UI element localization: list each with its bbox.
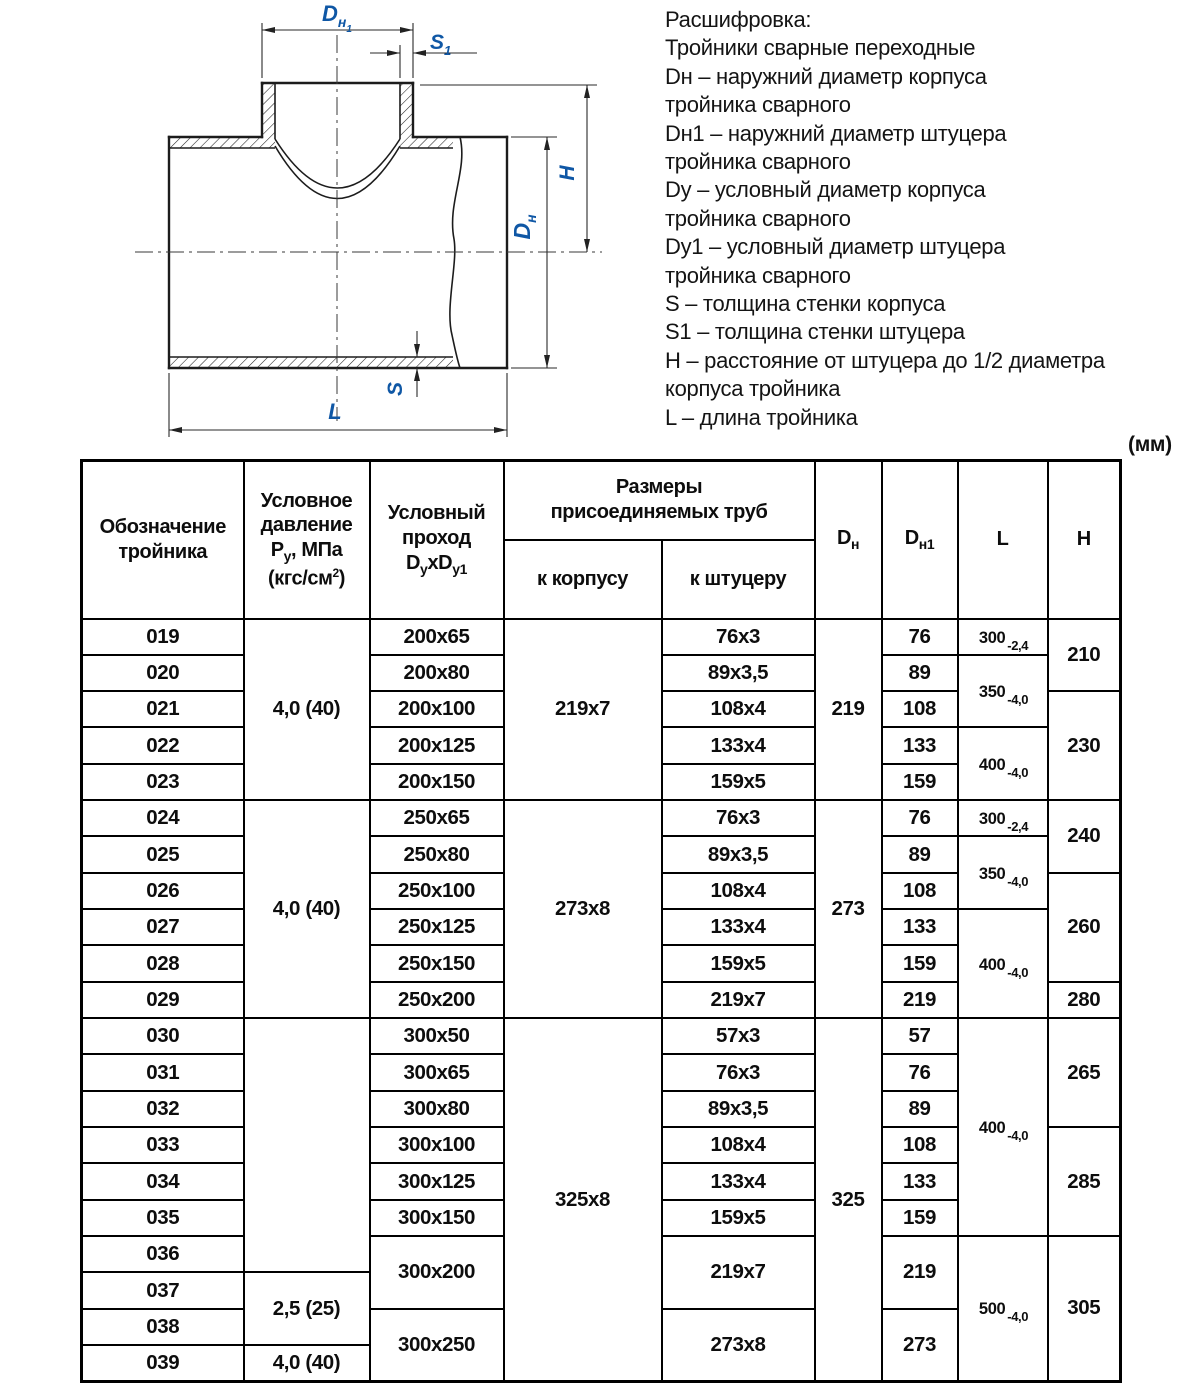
legend-line: тройника сварного [665, 205, 851, 231]
table-cell: 325x8 [504, 1018, 662, 1381]
dimensions-table [80, 459, 1122, 1383]
table-cell: 273x8 [662, 1309, 815, 1382]
table-cell: 250x125 [370, 909, 504, 945]
table-cell: 89x3,5 [662, 836, 815, 872]
legend-line: Тройники сварные переходные [665, 35, 976, 61]
header-cell: H [1048, 461, 1121, 619]
table-cell: 031 [82, 1054, 244, 1090]
table-cell: 033 [82, 1127, 244, 1163]
table-cell: 200x150 [370, 764, 504, 800]
legend-line: S1 – толщина стенки штуцера [665, 319, 965, 345]
table-cell: 108 [882, 873, 958, 909]
table-cell: 219 [882, 982, 958, 1018]
table-cell: 305 [1048, 1236, 1121, 1381]
table-cell: 300x250 [370, 1309, 504, 1382]
table-cell: 133 [882, 1163, 958, 1199]
legend-line: тройника сварного [665, 149, 851, 175]
table-cell: 159 [882, 764, 958, 800]
table-cell: 108x4 [662, 1127, 815, 1163]
table-row [82, 800, 1121, 836]
table-cell: 76x3 [662, 800, 815, 836]
table-cell: 219x7 [662, 1236, 815, 1309]
header-row [82, 461, 1121, 540]
table-cell: 022 [82, 727, 244, 763]
legend-line: корпуса тройника [665, 376, 841, 402]
table-cell: 133x4 [662, 909, 815, 945]
dim-label-s: S [384, 381, 407, 397]
table-cell: 2,5 (25) [244, 1272, 370, 1345]
table-cell: 265 [1048, 1018, 1121, 1127]
table-cell: 89 [882, 655, 958, 691]
inner-wall-lines [169, 83, 462, 368]
table-cell: 260 [1048, 873, 1121, 982]
hatched-walls [169, 83, 453, 368]
table-cell: 200x65 [370, 619, 504, 655]
table-cell: 300x150 [370, 1200, 504, 1236]
table-cell: 89 [882, 1091, 958, 1127]
table-cell: 025 [82, 836, 244, 872]
table-cell: 76 [882, 800, 958, 836]
table-cell: 230 [1048, 691, 1121, 800]
legend-line: тройника сварного [665, 262, 851, 288]
table-cell: 159x5 [662, 945, 815, 981]
table-cell: 133 [882, 909, 958, 945]
table-cell: 219 [882, 1236, 958, 1309]
table-cell: 038 [82, 1309, 244, 1345]
table-cell: 219x7 [504, 619, 662, 801]
legend-line: Dу1 – условный диаметр штуцера [665, 234, 1006, 260]
table-cell: 039 [82, 1345, 244, 1381]
legend-line: тройника сварного [665, 92, 851, 118]
table-cell: 300x100 [370, 1127, 504, 1163]
header-cell: $D_н$ [815, 461, 882, 619]
table-body [82, 619, 1121, 1382]
table-cell: 250x65 [370, 800, 504, 836]
table-cell: 108 [882, 1127, 958, 1163]
table-cell: 159 [882, 1200, 958, 1236]
table-cell: 200x125 [370, 727, 504, 763]
table-cell: 400 $_{-4,0}$ [958, 1018, 1048, 1236]
table-cell: 159x5 [662, 1200, 815, 1236]
dim-label-h: H [556, 165, 579, 181]
table-cell: 029 [82, 982, 244, 1018]
table-cell: 300x200 [370, 1236, 504, 1309]
table-cell: 023 [82, 764, 244, 800]
table-cell: 76 [882, 619, 958, 655]
table-cell: 350 $_{-4,0}$ [958, 836, 1048, 909]
table-cell: 250x80 [370, 836, 504, 872]
table-cell: 57 [882, 1018, 958, 1054]
table-cell: 4,0 (40) [244, 619, 370, 801]
tee-body-outline [169, 83, 507, 368]
table-cell: 400 $_{-4,0}$ [958, 909, 1048, 1018]
table-cell: 300x125 [370, 1163, 504, 1199]
table-cell [244, 1018, 370, 1272]
table-cell: 159 [882, 945, 958, 981]
legend [665, 6, 1190, 432]
tee-drawing [85, 5, 665, 445]
header-cell: Условный проход $D_уxD_{у1}$ [370, 461, 504, 619]
table-cell: 133x4 [662, 1163, 815, 1199]
table-cell: 210 [1048, 619, 1121, 692]
table-cell: 89x3,5 [662, 1091, 815, 1127]
table-cell: 76x3 [662, 1054, 815, 1090]
header-cell: Условное давление $P_у$, МПа $(кгс/см^2)$ [244, 461, 370, 619]
table-cell: 036 [82, 1236, 244, 1272]
table-cell: 133 [882, 727, 958, 763]
dim-label-dn: $D_н$ [509, 214, 539, 240]
table-cell: 020 [82, 655, 244, 691]
header-cell: к штуцеру [662, 540, 815, 619]
table-header [82, 461, 1121, 619]
table-cell: 200x80 [370, 655, 504, 691]
header-cell: Обозначение тройника [82, 461, 244, 619]
table-cell: 034 [82, 1163, 244, 1199]
table-cell: 325 [815, 1018, 882, 1381]
table-cell: 024 [82, 800, 244, 836]
legend-line: S – толщина стенки корпуса [665, 291, 946, 317]
header-cell: L [958, 461, 1048, 619]
table-cell: 027 [82, 909, 244, 945]
table-cell: 350 $_{-4,0}$ [958, 655, 1048, 728]
table-cell: 026 [82, 873, 244, 909]
table-cell: 250x200 [370, 982, 504, 1018]
table-cell: 273x8 [504, 800, 662, 1018]
table-cell: 4,0 (40) [244, 1345, 370, 1381]
legend-line: Dн – наружний диаметр корпуса [665, 63, 987, 89]
legend-line: Dн1 – наружний диаметр штуцера [665, 120, 1007, 146]
header-cell: $D_{н1}$ [882, 461, 958, 619]
table-cell: 108 [882, 691, 958, 727]
table-cell: 108x4 [662, 691, 815, 727]
table-cell: 219 [815, 619, 882, 801]
table-cell: 028 [82, 945, 244, 981]
table-cell: 032 [82, 1091, 244, 1127]
table-cell: 108x4 [662, 873, 815, 909]
table-cell: 030 [82, 1018, 244, 1054]
table-cell: 400 $_{-4,0}$ [958, 727, 1048, 800]
dim-label-s1: $S_1$ [430, 31, 452, 58]
table-cell: 89 [882, 836, 958, 872]
table-cell: 219x7 [662, 982, 815, 1018]
table-cell: 280 [1048, 982, 1121, 1018]
table-cell: 021 [82, 691, 244, 727]
legend-line: Расшифровка: [665, 7, 812, 32]
table-cell: 76x3 [662, 619, 815, 655]
table-cell: 57x3 [662, 1018, 815, 1054]
dim-label-dn1: $D_{н1}$ [322, 5, 352, 35]
table-cell: 035 [82, 1200, 244, 1236]
table-cell: 76 [882, 1054, 958, 1090]
table-cell: 300 $_{-2,4}$ [958, 619, 1048, 655]
table-cell: 273 [815, 800, 882, 1018]
legend-line: H – расстояние от штуцера до 1/2 диаметра [665, 347, 1105, 373]
table-cell: 285 [1048, 1127, 1121, 1236]
table-cell: 159x5 [662, 764, 815, 800]
table-row [82, 1018, 1121, 1054]
table-cell: 037 [82, 1272, 244, 1308]
table-cell: 4,0 (40) [244, 800, 370, 1018]
table-cell: 500 $_{-4,0}$ [958, 1236, 1048, 1381]
table-cell: 200x100 [370, 691, 504, 727]
legend-line: L – длина тройника [665, 404, 858, 430]
header-cell: к корпусу [504, 540, 662, 619]
table-cell: 133x4 [662, 727, 815, 763]
header-cell: Размеры присоединяемых труб [504, 461, 815, 540]
table-row [82, 619, 1121, 655]
table-cell: 300x65 [370, 1054, 504, 1090]
table-cell: 273 [882, 1309, 958, 1382]
legend-line: Dу – условный диаметр корпуса [665, 177, 986, 203]
table-cell: 250x150 [370, 945, 504, 981]
table-cell: 300 $_{-2,4}$ [958, 800, 1048, 836]
dim-label-l: L [328, 399, 342, 424]
table-cell: 240 [1048, 800, 1121, 873]
units-label: (мм) [1128, 433, 1172, 456]
table-cell: 300x50 [370, 1018, 504, 1054]
table-cell: 89x3,5 [662, 655, 815, 691]
table-cell: 300x80 [370, 1091, 504, 1127]
table-cell: 250x100 [370, 873, 504, 909]
table-cell: 019 [82, 619, 244, 655]
